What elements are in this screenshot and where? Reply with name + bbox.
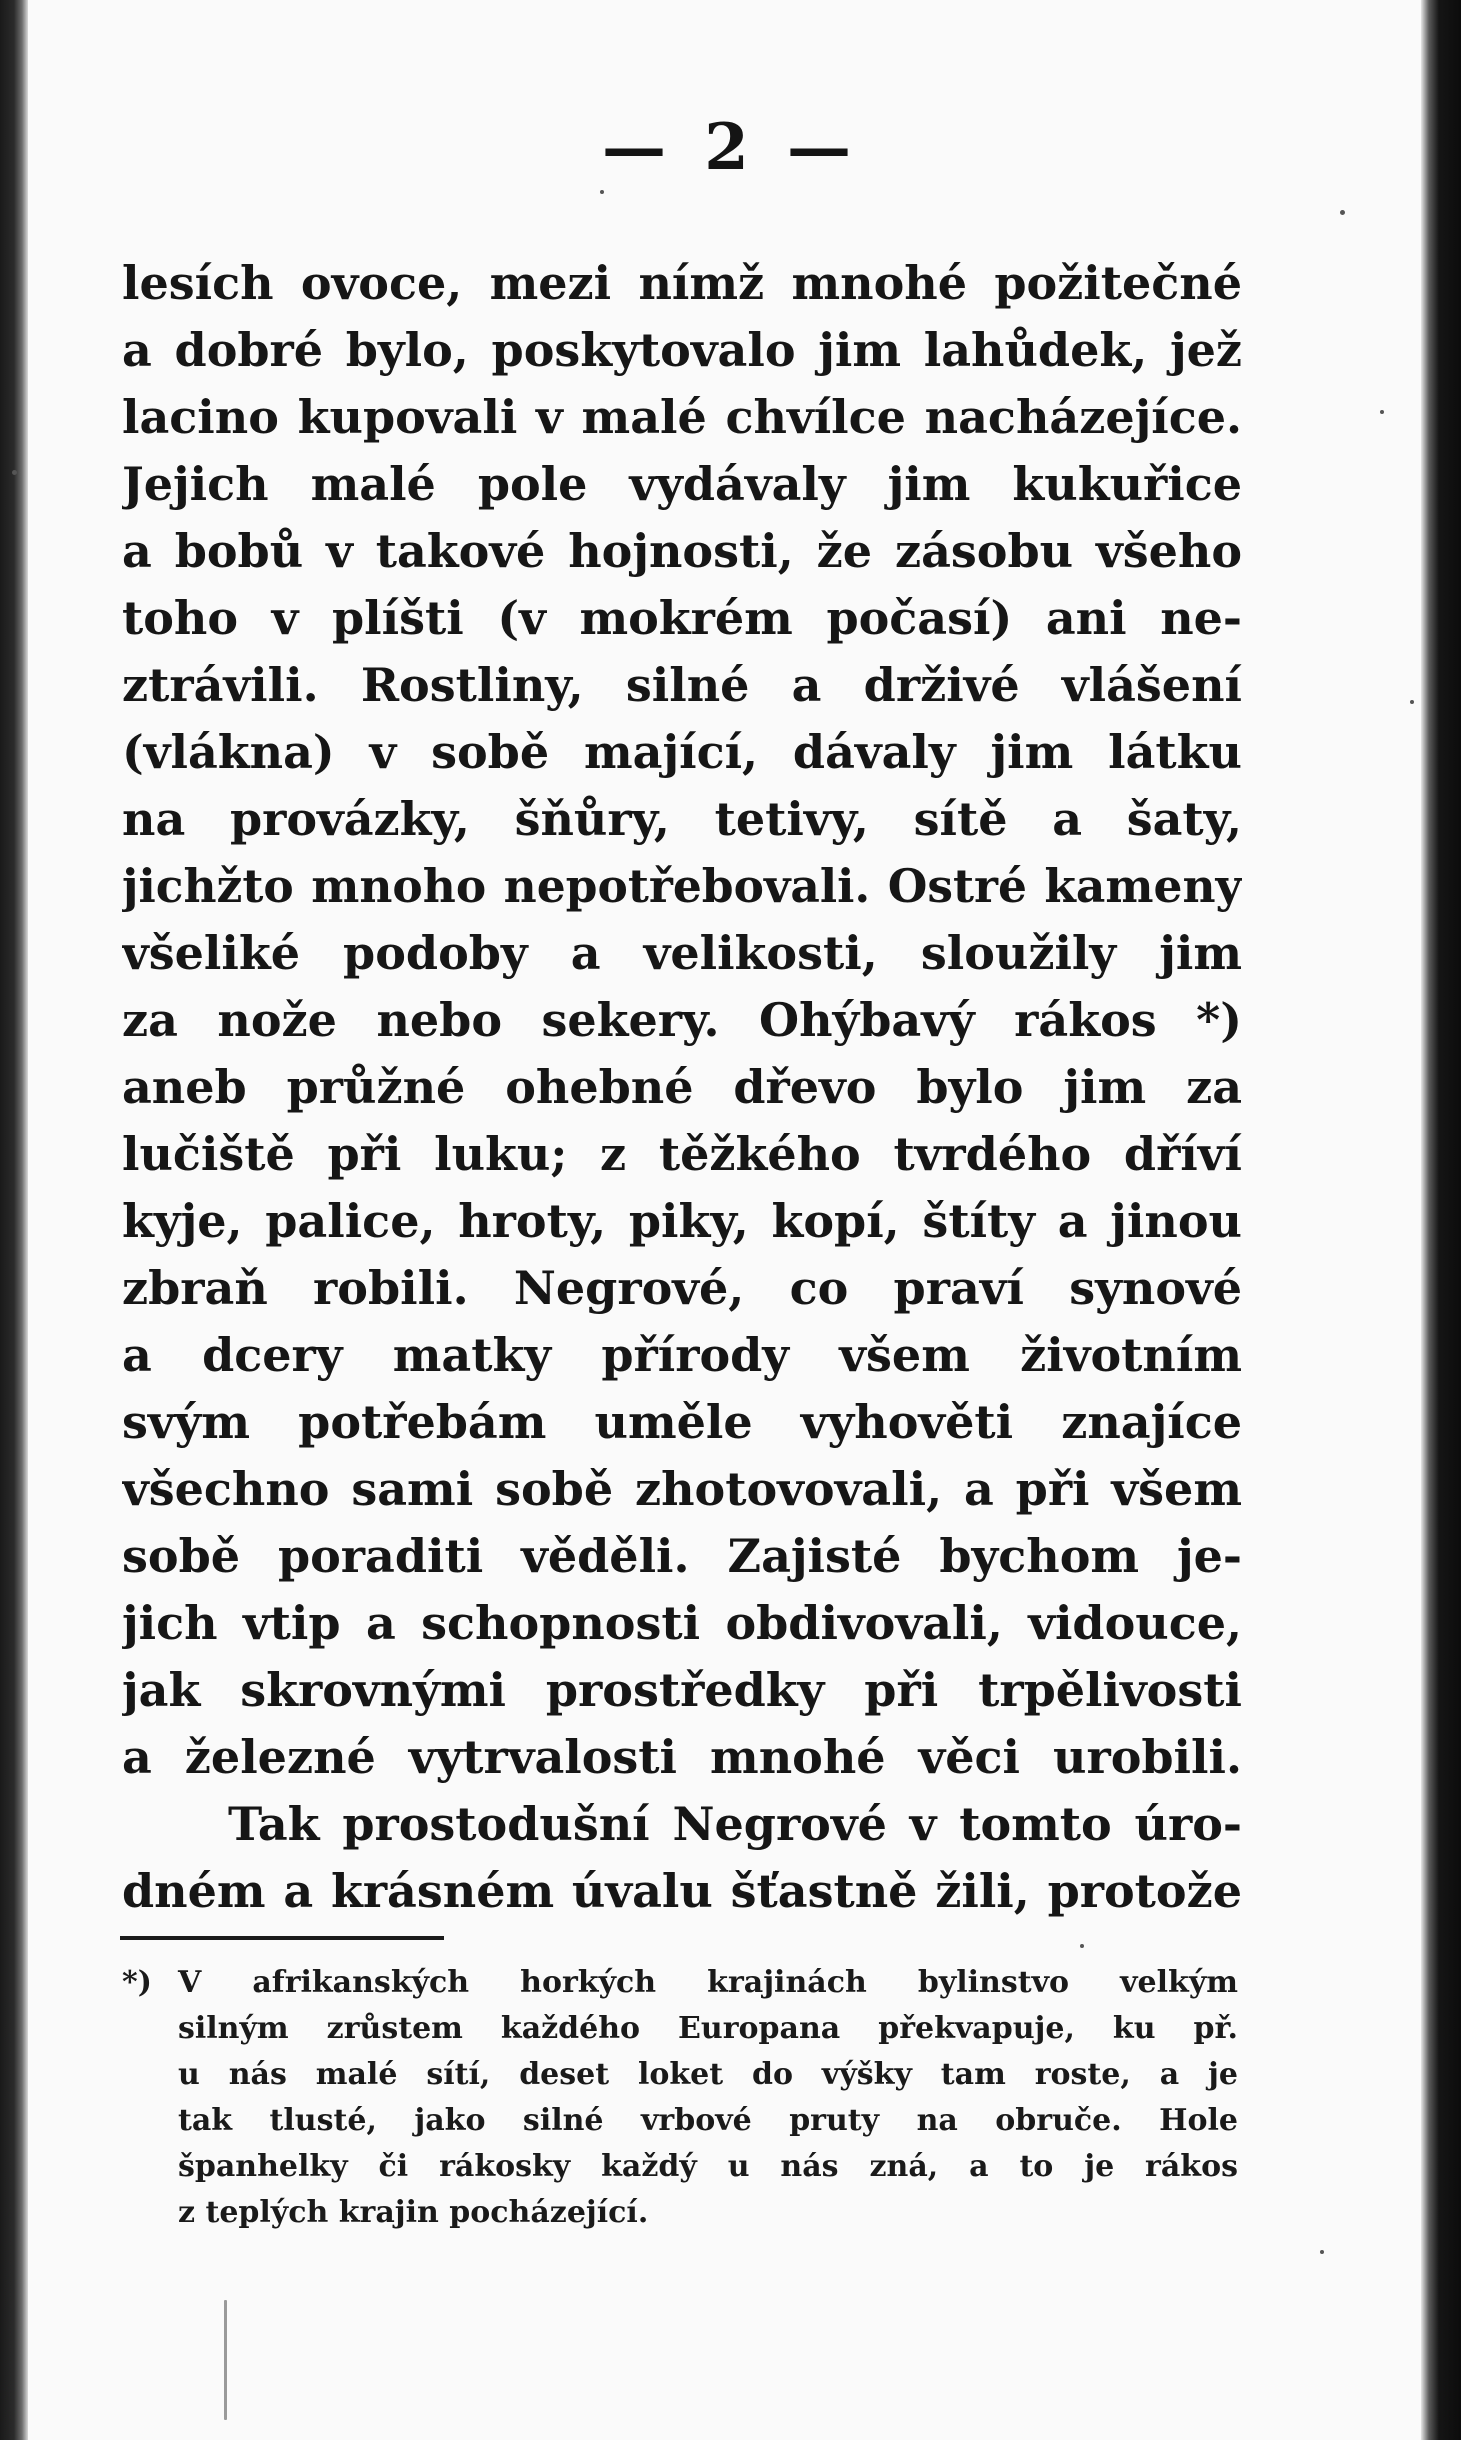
footnote-line <box>122 1960 1238 2006</box>
text-line: svým potřebám uměle vyhověti znajíce <box>122 1395 1242 1449</box>
text-line: ztrávili. Rostliny, silné a drživé vlášení <box>122 658 1242 712</box>
text-line: lučiště při luku; z těžkého tvrdého dříví <box>122 1127 1242 1181</box>
footnote <box>122 1960 1238 2236</box>
text-line: jich vtip a schopnosti obdivovali, vidouce, <box>122 1596 1242 1650</box>
paragraph-start-line: Tak prostodušní Negrové v tomto úro- <box>228 1797 1242 1851</box>
text-line: Jejich malé pole vydávaly jim kukuřice <box>122 457 1242 511</box>
text-line: na provázky, šňůry, tetivy, sítě a šaty, <box>122 792 1242 846</box>
text-line: všeliké podoby a velikosti, sloužily jim <box>122 926 1242 980</box>
text-line: (vlákna) v sobě mající, dávaly jim látku <box>122 725 1242 779</box>
footnote-text: V afrikanských horkých krajinách bylinstvo velkým <box>178 1965 1238 2000</box>
text-line: lacino kupovali v malé chvílce nacházejíce. <box>122 390 1242 444</box>
scan-speck <box>224 2300 227 2420</box>
scan-speck <box>12 470 17 475</box>
text-line: jichžto mnoho nepotřebovali. Ostré kameny <box>122 859 1242 913</box>
text-line: jak skrovnými prostředky při trpělivosti <box>122 1663 1242 1717</box>
text-line: dném a krásném úvalu šťastně žili, protože <box>122 1864 1242 1918</box>
text-line: zbraň robili. Negrové, co praví synové <box>122 1261 1242 1315</box>
text-line: za nože nebo sekery. Ohýbavý rákos *) <box>122 993 1242 1047</box>
scan-left-edge <box>0 0 28 2440</box>
footnote-line: tak tlusté, jako silné vrbové pruty na obruče. Hole <box>178 2103 1238 2138</box>
scan-speck <box>1320 2250 1324 2254</box>
scan-speck <box>1340 210 1345 215</box>
scan-speck <box>1410 700 1414 704</box>
footnote-marker: *) <box>122 1965 152 2000</box>
footnote-line: u nás malé sítí, deset loket do výšky tam roste, a je <box>178 2057 1238 2092</box>
text-line: toho v plíšti (v mokrém počasí) ani ne- <box>122 591 1242 645</box>
text-line: lesích ovoce, mezi nímž mnohé požitečné <box>122 256 1242 310</box>
footnote-line: silným zrůstem každého Europana překvapuje, ku př. <box>178 2011 1238 2046</box>
text-line: všechno sami sobě zhotovovali, a při všem <box>122 1462 1242 1516</box>
text-line: a bobů v takové hojnosti, že zásobu všeho <box>122 524 1242 578</box>
text-line: kyje, palice, hroty, piky, kopí, štíty a jinou <box>122 1194 1242 1248</box>
text-line: a železné vytrvalosti mnohé věci urobili. <box>122 1730 1242 1784</box>
text-line: a dcery matky přírody všem životním <box>122 1328 1242 1382</box>
scan-speck <box>1080 1944 1084 1948</box>
text-line: aneb průžné ohebné dřevo bylo jim za <box>122 1060 1242 1114</box>
page-number: — 2 — <box>601 110 860 185</box>
body-text <box>122 250 1242 1925</box>
footnote-divider <box>120 1936 444 1940</box>
scan-right-edge <box>1421 0 1461 2440</box>
footnote-line: z teplých krajin pocházející. <box>178 2195 649 2230</box>
scan-speck <box>600 190 604 194</box>
text-line: a dobré bylo, poskytovalo jim lahůdek, jež <box>122 323 1242 377</box>
footnote-line: španhelky či rákosky každý u nás zná, a to je rákos <box>178 2149 1238 2184</box>
text-line: sobě poraditi věděli. Zajisté bychom je- <box>122 1529 1242 1583</box>
scan-speck <box>1380 410 1384 414</box>
